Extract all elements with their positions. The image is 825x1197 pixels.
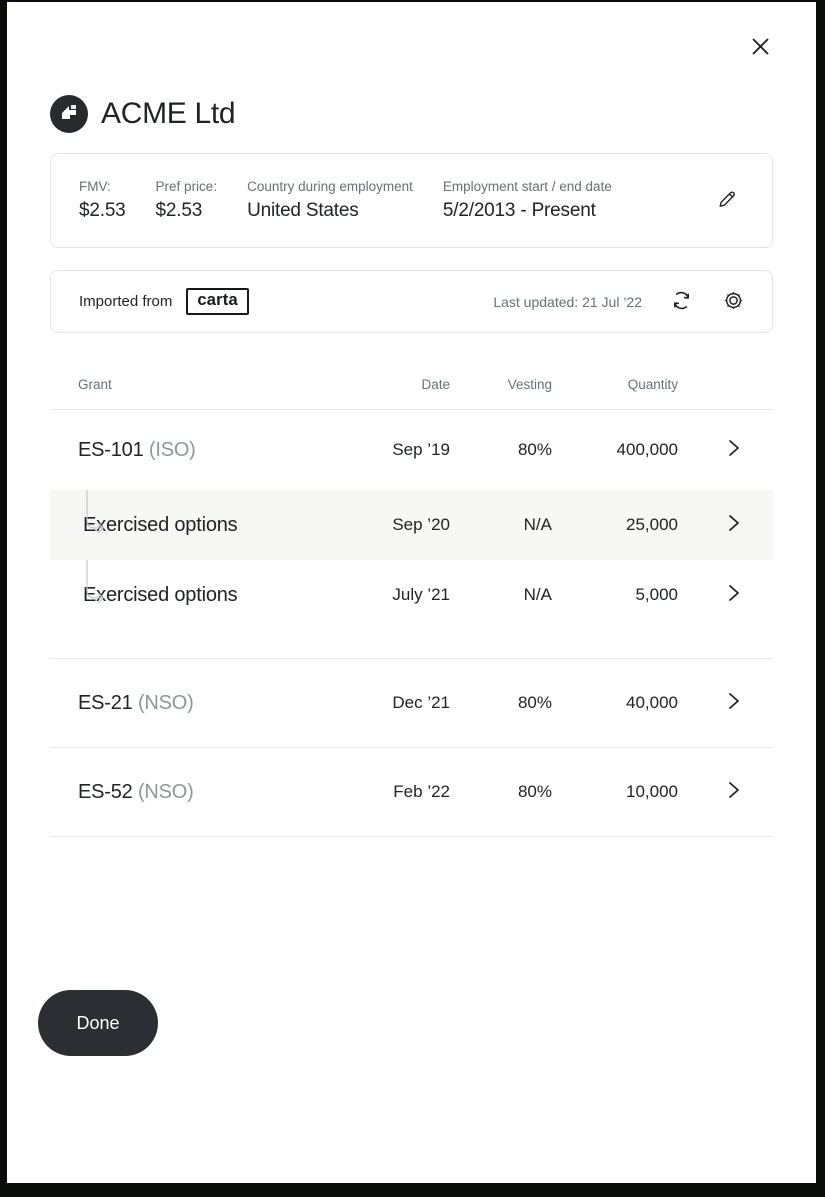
chevron-right-icon[interactable] — [728, 780, 773, 805]
employment-dates-value: 5/2/2013 - Present — [442, 200, 596, 221]
close-icon — [750, 36, 771, 60]
company-logo-icon — [58, 101, 80, 128]
grants-table — [50, 360, 773, 837]
imported-from-label: Imported from — [79, 293, 173, 310]
company-equity-modal — [7, 2, 816, 1183]
grant-vesting: N/A — [523, 585, 552, 604]
column-header-vesting: Vesting — [507, 377, 552, 392]
country-value: United States — [247, 200, 359, 221]
grants-table-header — [50, 360, 773, 410]
grant-name: ES-101 (ISO) — [78, 438, 196, 461]
grant-name: Exercised options — [83, 513, 238, 536]
grant-vesting: 80% — [517, 693, 552, 712]
pref-price-label: Pref price: — [155, 179, 218, 194]
column-header-grant: Grant — [78, 377, 112, 392]
import-actions — [493, 289, 746, 315]
grant-row[interactable] — [50, 748, 773, 836]
column-header-date: Date — [421, 377, 450, 392]
grants-table-body — [50, 410, 773, 837]
grant-quantity: 5,000 — [635, 585, 678, 604]
grant-quantity: 25,000 — [626, 515, 678, 534]
grant-name: ES-52 (NSO) — [78, 780, 194, 803]
employment-info-card — [50, 153, 773, 248]
chevron-right-icon[interactable] — [728, 438, 773, 463]
grant-name: Exercised options — [83, 583, 238, 606]
grant-row[interactable] — [50, 659, 773, 747]
done-button[interactable]: Done — [38, 990, 158, 1056]
country-field — [247, 179, 413, 222]
grant-vesting: 80% — [517, 782, 552, 801]
grant-vesting: N/A — [523, 515, 552, 534]
exercised-options-row[interactable] — [50, 490, 773, 560]
import-source — [79, 288, 249, 315]
grant-type: (NSO) — [132, 691, 194, 714]
company-header — [50, 95, 773, 133]
refresh-button[interactable] — [668, 289, 694, 315]
section-gap — [50, 630, 773, 658]
exercised-options-row[interactable] — [50, 560, 773, 630]
grant-type: (NSO) — [132, 780, 194, 803]
country-label: Country during employment — [247, 179, 413, 194]
import-status-bar — [50, 270, 773, 333]
row-divider — [50, 836, 773, 837]
grant-row[interactable] — [50, 410, 773, 490]
edit-button[interactable] — [710, 184, 744, 218]
employment-dates-field — [443, 179, 612, 222]
grant-date: Dec ’21 — [392, 693, 450, 712]
column-header-quantity: Quantity — [627, 377, 678, 392]
pencil-icon — [716, 188, 738, 213]
grant-quantity: 400,000 — [616, 440, 678, 459]
page-title: ACME Ltd — [101, 97, 236, 130]
grant-date: Sep ’19 — [392, 440, 450, 459]
refresh-icon — [670, 289, 693, 315]
grant-date: Feb ’22 — [393, 782, 450, 801]
employment-dates-label: Employment start / end date — [442, 179, 612, 194]
chevron-right-icon[interactable] — [728, 583, 773, 608]
close-button[interactable] — [744, 32, 776, 64]
grant-quantity: 10,000 — [626, 782, 678, 801]
carta-logo-badge: carta — [186, 288, 248, 315]
pref-price-value: $2.53 — [155, 200, 203, 221]
last-updated-text: Last updated: 21 Jul ’22 — [493, 293, 642, 310]
grant-quantity: 40,000 — [626, 693, 678, 712]
fmv-value: $2.53 — [79, 200, 126, 221]
pref-price-field — [156, 179, 218, 222]
settings-button[interactable] — [720, 289, 746, 315]
chevron-right-icon[interactable] — [728, 691, 773, 716]
grant-vesting: 80% — [517, 440, 552, 459]
grant-type: (ISO) — [143, 438, 196, 461]
grant-date: Sep ’20 — [392, 515, 450, 534]
gear-icon — [722, 289, 745, 315]
grant-name: ES-21 (NSO) — [78, 691, 194, 714]
chevron-right-icon[interactable] — [728, 513, 773, 538]
fmv-label: FMV: — [79, 179, 111, 194]
grant-date: July ’21 — [392, 585, 450, 604]
fmv-field — [79, 179, 126, 222]
company-logo — [50, 95, 88, 133]
